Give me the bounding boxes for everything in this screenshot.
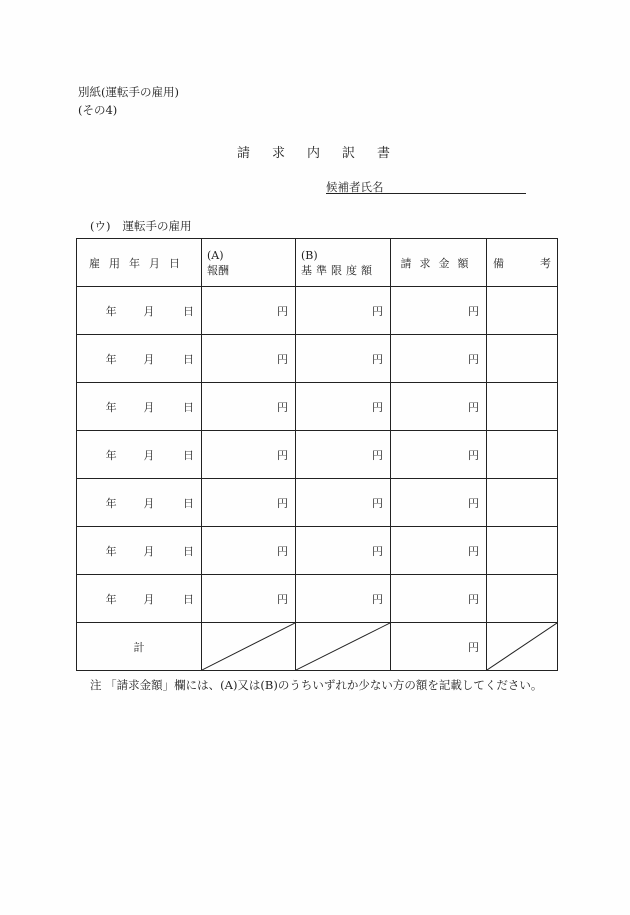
table-row [77, 335, 558, 383]
limit-cell[interactable]: 円 [296, 575, 391, 623]
day-label: 日 [183, 352, 194, 366]
day-label: 日 [183, 304, 194, 318]
header-limit-label: 基準限度額 [301, 263, 376, 277]
date-cell[interactable] [77, 431, 202, 479]
footnote: 注 「請求金額」欄には、(A)又は(B)のうちいずれか少ない方の額を記載してください。 [90, 678, 543, 692]
claim-cell[interactable]: 円 [391, 479, 487, 527]
table-row [77, 431, 558, 479]
header-limit-marker: (B) [301, 248, 318, 262]
document-title: 請求内訳書 [237, 146, 413, 161]
claim-cell[interactable]: 円 [391, 527, 487, 575]
total-remarks-blank [487, 623, 558, 671]
remarks-cell[interactable] [487, 383, 558, 431]
reward-cell[interactable]: 円 [202, 287, 296, 335]
year-label: 年 [105, 544, 117, 558]
reward-cell[interactable]: 円 [202, 431, 296, 479]
total-row [77, 623, 558, 671]
year-label: 年 [105, 400, 117, 414]
reward-cell[interactable]: 円 [202, 479, 296, 527]
header-claim-amount: 請求金額 [391, 239, 487, 287]
year-label: 年 [105, 352, 117, 366]
remarks-cell[interactable] [487, 431, 558, 479]
table-row [77, 287, 558, 335]
header-limit [296, 239, 391, 287]
reward-cell[interactable]: 円 [202, 575, 296, 623]
header-remarks-right: 考 [540, 256, 551, 270]
total-limit-blank [296, 623, 391, 671]
month-label: 月 [143, 592, 155, 606]
total-reward-blank [202, 623, 296, 671]
section-label: 運転手の雇用 [122, 219, 192, 233]
limit-cell[interactable]: 円 [296, 527, 391, 575]
part-label: (その4) [78, 103, 118, 117]
limit-cell[interactable]: 円 [296, 287, 391, 335]
date-cell[interactable] [77, 479, 202, 527]
month-label: 月 [143, 352, 155, 366]
claim-cell[interactable]: 円 [391, 335, 487, 383]
header-reward-right: 酬 [218, 263, 229, 277]
header-reward-left: 報 [207, 263, 218, 277]
year-label: 年 [105, 304, 117, 318]
header-reward [202, 239, 296, 287]
candidate-name-field[interactable] [326, 179, 526, 194]
table-header-row [77, 239, 558, 287]
section-marker: (ウ) [90, 219, 111, 233]
table-row [77, 575, 558, 623]
table-row [77, 383, 558, 431]
month-label: 月 [143, 400, 155, 414]
date-cell[interactable] [77, 335, 202, 383]
reward-cell[interactable]: 円 [202, 335, 296, 383]
header-employment-date: 雇用年月日 [77, 239, 202, 287]
year-label: 年 [105, 592, 117, 606]
table-row [77, 479, 558, 527]
limit-cell[interactable]: 円 [296, 383, 391, 431]
date-cell[interactable] [77, 575, 202, 623]
day-label: 日 [183, 544, 194, 558]
header-remarks [487, 239, 558, 287]
year-label: 年 [105, 448, 117, 462]
section-heading [90, 218, 191, 234]
remarks-cell[interactable] [487, 479, 558, 527]
date-cell[interactable] [77, 527, 202, 575]
table-row [77, 527, 558, 575]
header-remarks-left: 備 [493, 256, 504, 270]
month-label: 月 [143, 448, 155, 462]
date-cell[interactable] [77, 287, 202, 335]
limit-cell[interactable]: 円 [296, 479, 391, 527]
claim-cell[interactable]: 円 [391, 575, 487, 623]
day-label: 日 [183, 496, 194, 510]
total-claim-cell[interactable]: 円 [391, 623, 487, 671]
month-label: 月 [143, 304, 155, 318]
remarks-cell[interactable] [487, 335, 558, 383]
limit-cell[interactable]: 円 [296, 431, 391, 479]
claim-cell[interactable]: 円 [391, 431, 487, 479]
candidate-name-label: 候補者氏名 [326, 180, 384, 194]
total-label: 計 [77, 623, 202, 671]
header-reward-marker: (A) [207, 248, 224, 262]
remarks-cell[interactable] [487, 527, 558, 575]
month-label: 月 [143, 496, 155, 510]
reward-cell[interactable]: 円 [202, 527, 296, 575]
day-label: 日 [183, 592, 194, 606]
day-label: 日 [183, 448, 194, 462]
breakdown-table [76, 238, 558, 671]
claim-cell[interactable]: 円 [391, 287, 487, 335]
remarks-cell[interactable] [487, 287, 558, 335]
claim-cell[interactable]: 円 [391, 383, 487, 431]
year-label: 年 [105, 496, 117, 510]
month-label: 月 [143, 544, 155, 558]
reward-cell[interactable]: 円 [202, 383, 296, 431]
remarks-cell[interactable] [487, 575, 558, 623]
day-label: 日 [183, 400, 194, 414]
limit-cell[interactable]: 円 [296, 335, 391, 383]
date-cell[interactable] [77, 383, 202, 431]
attachment-label: 別紙(運転手の雇用) [78, 85, 179, 99]
